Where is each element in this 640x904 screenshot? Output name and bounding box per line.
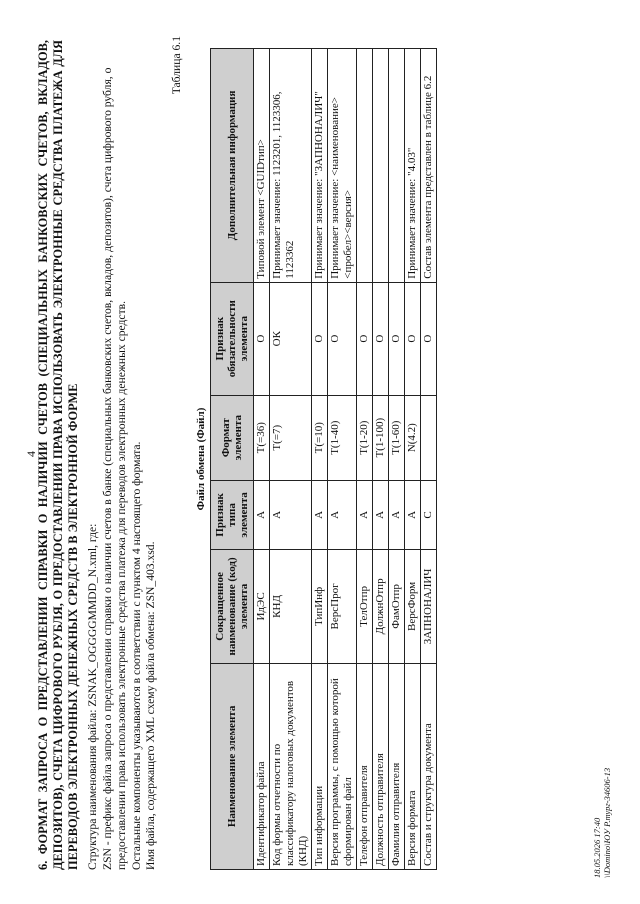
cell-format: T(1-100) (373, 395, 389, 480)
cell-format: T(=10) (312, 395, 328, 480)
page-number: 4 (24, 451, 38, 457)
cell-required: О (389, 282, 405, 395)
cell-type: А (270, 480, 312, 549)
cell-required: О (373, 282, 389, 395)
cell-name: Версия формата (405, 663, 421, 869)
table-header-row (211, 49, 254, 870)
table-caption: Файл обмена (Файл) (192, 49, 211, 870)
cell-code: ВерсПрог (328, 550, 357, 664)
cell-info: Принимает значение: "ЗАПНОНАЛИЧ" (312, 49, 328, 283)
cell-name: Тип информации (312, 663, 328, 869)
cell-format: T(1-40) (328, 395, 357, 480)
table-row (270, 49, 312, 870)
cell-type: А (357, 480, 373, 549)
table-row (254, 49, 270, 870)
cell-info: Принимает значение: <наименование><пробел><версия> (328, 49, 357, 283)
cell-info (357, 49, 373, 283)
cell-type: А (312, 480, 328, 549)
cell-info (373, 49, 389, 283)
table-row (421, 49, 437, 870)
table-row (312, 49, 328, 870)
cell-required: О (405, 282, 421, 395)
cell-info: Типовой элемент <GUIDтип> (254, 49, 270, 283)
cell-info: Принимает значение: "4.03" (405, 49, 421, 283)
cell-format: T(=7) (270, 395, 312, 480)
cell-info (389, 49, 405, 283)
cell-format: T(=36) (254, 395, 270, 480)
cell-format: T(1-60) (389, 395, 405, 480)
cell-required: ОК (270, 282, 312, 395)
cell-format (421, 395, 437, 480)
footer-stamp (592, 768, 612, 878)
cell-code: ИдЭС (254, 550, 270, 664)
cell-info: Состав элемента представлен в таблице 6.2 (421, 49, 437, 283)
cell-name: Должность отправителя (373, 663, 389, 869)
cell-code: КНД (270, 550, 312, 664)
cell-required: О (357, 282, 373, 395)
cell-name: Версия программы, с помощью которой сформирован файл (328, 663, 357, 869)
cell-required: О (328, 282, 357, 395)
cell-name: Фамилия отправителя (389, 663, 405, 869)
cell-code: ТелОтпр (357, 550, 373, 664)
cell-type: А (373, 480, 389, 549)
cell-type: А (389, 480, 405, 549)
table-row (405, 49, 421, 870)
cell-info: Принимает значение: 1123201, 1123306, 1123362 (270, 49, 312, 283)
rotated-page (20, 22, 620, 882)
section-title: 6. ФОРМАТ ЗАПРОСА О ПРЕДСТАВЛЕНИИ СПРАВКИ О НАЛИЧИИ СЧЕТОВ (СПЕЦИАЛЬНЫХ БАНКОВСКИХ СЧЕТОВ, ВКЛАДОВ, ДЕПОЗИТОВ), СЧЕТА ЦИФРОВОГО РУБЛЯ, О ПРЕДОСТАВЛЕНИИ ПРАВА ИСПОЛЬЗОВАТЬ ЭЛЕКТРОННЫЕ СРЕДСТВА ПЛАТЕЖА ДЛЯ ПЕРЕВОДОВ ЭЛЕКТРОННЫХ ДЕНЕЖНЫХ СРЕДСТВ В ЭЛЕКТРОННОЙ ФОРМЕ (36, 40, 80, 870)
cell-code: ДолжнОтпр (373, 550, 389, 664)
cell-required: О (312, 282, 328, 395)
intro-line-3: Остальные компоненты указываются в соответствии с пунктом 4 настоящего формата. (129, 441, 143, 870)
header-code: Сокращенное наименование (код) элемента (211, 550, 254, 664)
cell-code: ФамОтпр (389, 550, 405, 664)
cell-required: О (421, 282, 437, 395)
cell-type: С (421, 480, 437, 549)
header-name: Наименование элемента (211, 663, 254, 869)
footer-date: 18.05.2026 17:40 (592, 817, 602, 878)
cell-name: Состав и структура документа (421, 663, 437, 869)
intro-line-2: ZSN - префикс файла запроса о представлении справки о наличии счетов в банке (специальных банковских счетов, вкладов, депозитов), счета цифрового рубля, о предоставлении права использовать электронные средства платежа для переводов электронных денежных средств. (100, 67, 129, 870)
intro-line-1: Структура наименования файла: ZSNAK_OGGGGMMDD_N.xml, где: (86, 523, 99, 870)
header-required: Признак обязательности элемента (211, 282, 254, 395)
cell-format: N(4.2) (405, 395, 421, 480)
cell-name: Код формы отчетности по классификатору налоговых документов (КНД) (270, 663, 312, 869)
table-label: Таблица 6.1 (170, 36, 183, 95)
cell-name: Идентификатор файла (254, 663, 270, 869)
footer-path: \\Domino\ЮУ Р.тург-34606-13 (602, 767, 612, 878)
table-row (373, 49, 389, 870)
header-format: Формат элемента (211, 395, 254, 480)
header-info: Дополнительная информация (211, 49, 254, 283)
file-exchange-table (192, 48, 437, 870)
table-row (357, 49, 373, 870)
intro-line-4: Имя файла, содержащего XML схему файла обмена: ZSN_403.xsd. (144, 541, 158, 870)
intro-text (86, 40, 159, 870)
cell-name: Телефон отправителя (357, 663, 373, 869)
table-row (389, 49, 405, 870)
cell-format: T(1-20) (357, 395, 373, 480)
cell-code: ЗАПНОНАЛИЧ (421, 550, 437, 664)
cell-type: А (405, 480, 421, 549)
header-type: Признак типа элемента (211, 480, 254, 549)
table-row (328, 49, 357, 870)
cell-code: ТипИнф (312, 550, 328, 664)
cell-type: А (254, 480, 270, 549)
cell-code: ВерсФорм (405, 550, 421, 664)
cell-required: О (254, 282, 270, 395)
cell-type: А (328, 480, 357, 549)
